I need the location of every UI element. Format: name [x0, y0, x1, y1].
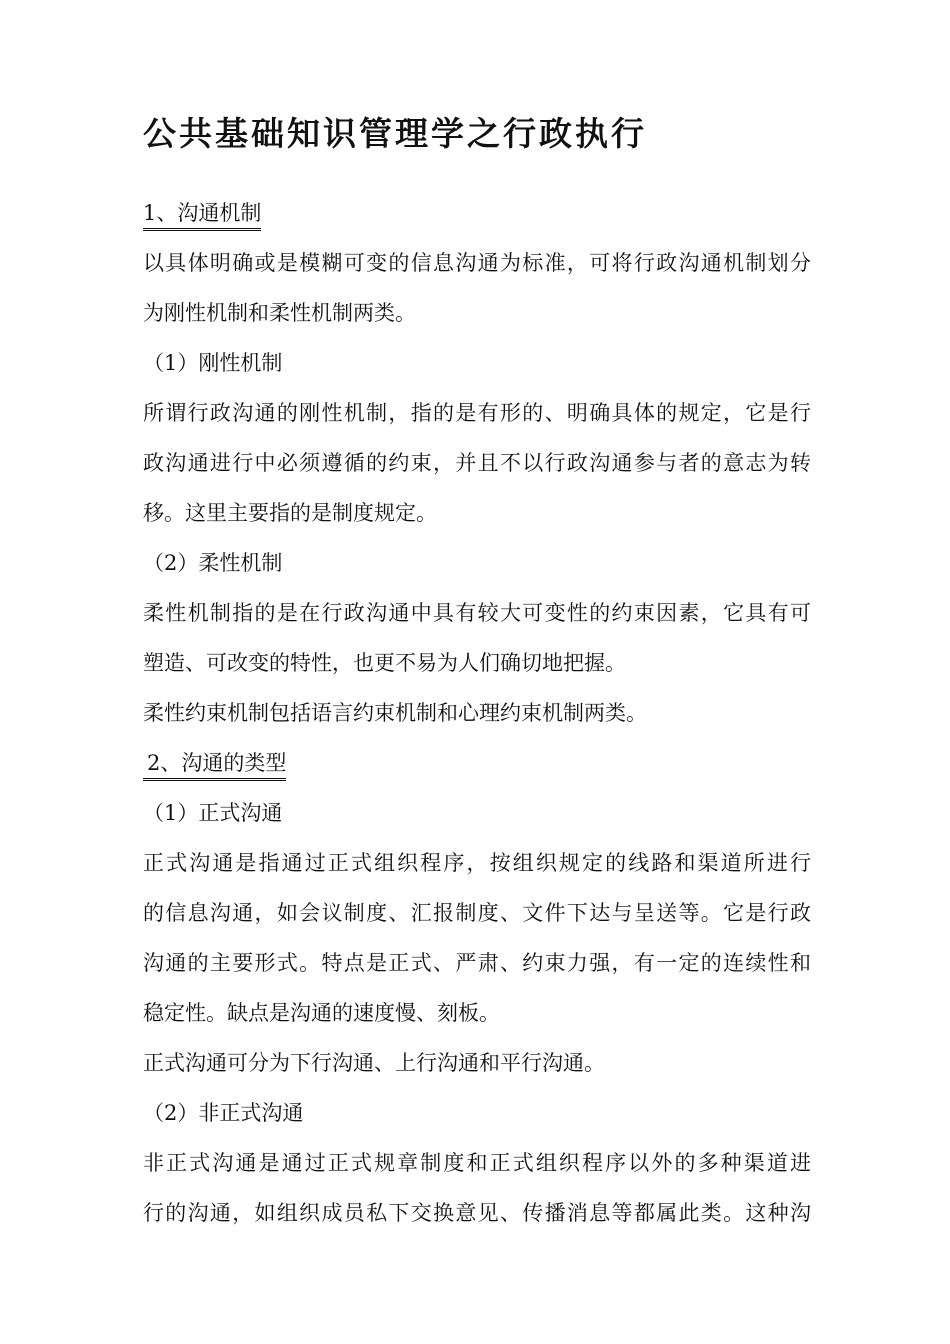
paragraph-line: 非正式沟通是通过正式规章制度和正式组织程序以外的多种渠道进 — [143, 1151, 811, 1175]
paragraph-line: 正式沟通是指通过正式组织程序，按组织规定的线路和渠道所进行 — [143, 851, 811, 875]
paragraph-line: 塑造、可改变的特性，也更不易为人们确切地把握。 — [143, 651, 626, 675]
paragraph-line: 行的沟通，如组织成员私下交换意见、传播消息等都属此类。这种沟 — [143, 1201, 811, 1225]
paragraph-line: 沟通的主要形式。特点是正式、严肃、约束力强，有一定的连续性和 — [143, 951, 811, 975]
paragraph-line: 为刚性机制和柔性机制两类。 — [143, 301, 416, 325]
paragraph-line: 的信息沟通，如会议制度、汇报制度、文件下达与呈送等。它是行政 — [143, 901, 811, 925]
subheading-formal-communication: （1）正式沟通 — [143, 801, 283, 825]
section-heading-1: 1、沟通机制 — [143, 188, 811, 238]
subheading-rigid-mechanism: （1）刚性机制 — [143, 351, 283, 375]
document-title: 公共基础知识管理学之行政执行 — [143, 114, 647, 153]
paragraph-line: 柔性约束机制包括语言约束机制和心理约束机制两类。 — [143, 701, 647, 725]
paragraph-line: 稳定性。缺点是沟通的速度慢、刻板。 — [143, 1001, 500, 1025]
paragraph-line: 以具体明确或是模糊可变的信息沟通为标准，可将行政沟通机制划分 — [143, 251, 811, 275]
section-heading-2: 2、沟通的类型 — [143, 738, 811, 788]
subheading-informal-communication: （2）非正式沟通 — [143, 1101, 304, 1125]
paragraph-line: 所谓行政沟通的刚性机制，指的是有形的、明确具体的规定，它是行 — [143, 401, 811, 425]
paragraph-line: 移。这里主要指的是制度规定。 — [143, 501, 437, 525]
paragraph-line: 正式沟通可分为下行沟通、上行沟通和平行沟通。 — [143, 1051, 605, 1075]
paragraph-line: 柔性机制指的是在行政沟通中具有较大可变性的约束因素，它具有可 — [143, 601, 811, 625]
document-body — [143, 188, 811, 1238]
paragraph-line: 政沟通进行中必须遵循的约束，并且不以行政沟通参与者的意志为转 — [143, 451, 811, 475]
subheading-flexible-mechanism: （2）柔性机制 — [143, 551, 283, 575]
